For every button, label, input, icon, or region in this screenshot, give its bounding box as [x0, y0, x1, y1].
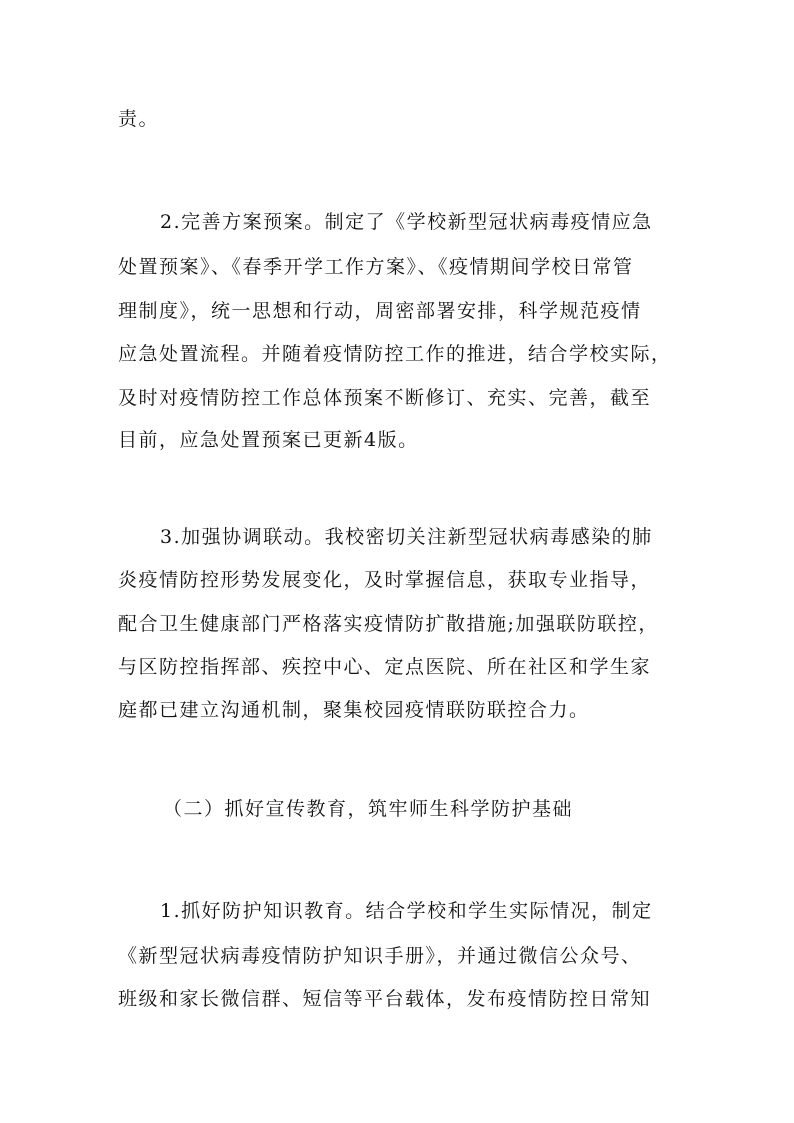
- section-heading: （二）抓好宣传教育，筑牢师生科学防护基础: [163, 798, 574, 820]
- paragraph-line: 与区防控指挥部、疾控中心、定点医院、所在社区和学生家: [118, 656, 652, 678]
- paragraph-line: 3.加强协调联动。我校密切关注新型冠状病毒感染的肺: [160, 526, 653, 548]
- paragraph-line: 《新型冠状病毒疫情防护知识手册》，并通过微信公众号、: [118, 945, 642, 967]
- paragraph-line: 及时对疫情防控工作总体预案不断修订、充实、完善，截至: [118, 387, 652, 409]
- paragraph-line: 处置预案》、《春季开学工作方案》、《疫情期间学校日常管: [118, 256, 634, 278]
- paragraph-line: 炎疫情防控形势发展变化，及时掌握信息，获取专业指导，: [118, 569, 652, 591]
- paragraph-tail: 责。: [118, 108, 160, 130]
- paragraph-line: 2.完善方案预案。制定了《学校新型冠状病毒疫情应急: [160, 211, 653, 233]
- paragraph-line: 应急处置流程。并随着疫情防控工作的推进，结合学校实际，: [118, 343, 672, 365]
- paragraph-line: 目前，应急处置预案已更新4版。: [118, 429, 419, 451]
- paragraph-line: 班级和家长微信群、短信等平台载体，发布疫情防控日常知: [118, 988, 652, 1010]
- paragraph-line: 庭都已建立沟通机制，聚集校园疫情联防联控合力。: [118, 699, 590, 721]
- paragraph-line: 理制度》，统一思想和行动，周密部署安排，科学规范疫情: [118, 300, 642, 322]
- paragraph-line: 1.抓好防护知识教育。结合学校和学生实际情况，制定: [160, 900, 653, 922]
- paragraph-line: 配合卫生健康部门严格落实疫情防扩散措施;加强联防联控，: [118, 613, 659, 635]
